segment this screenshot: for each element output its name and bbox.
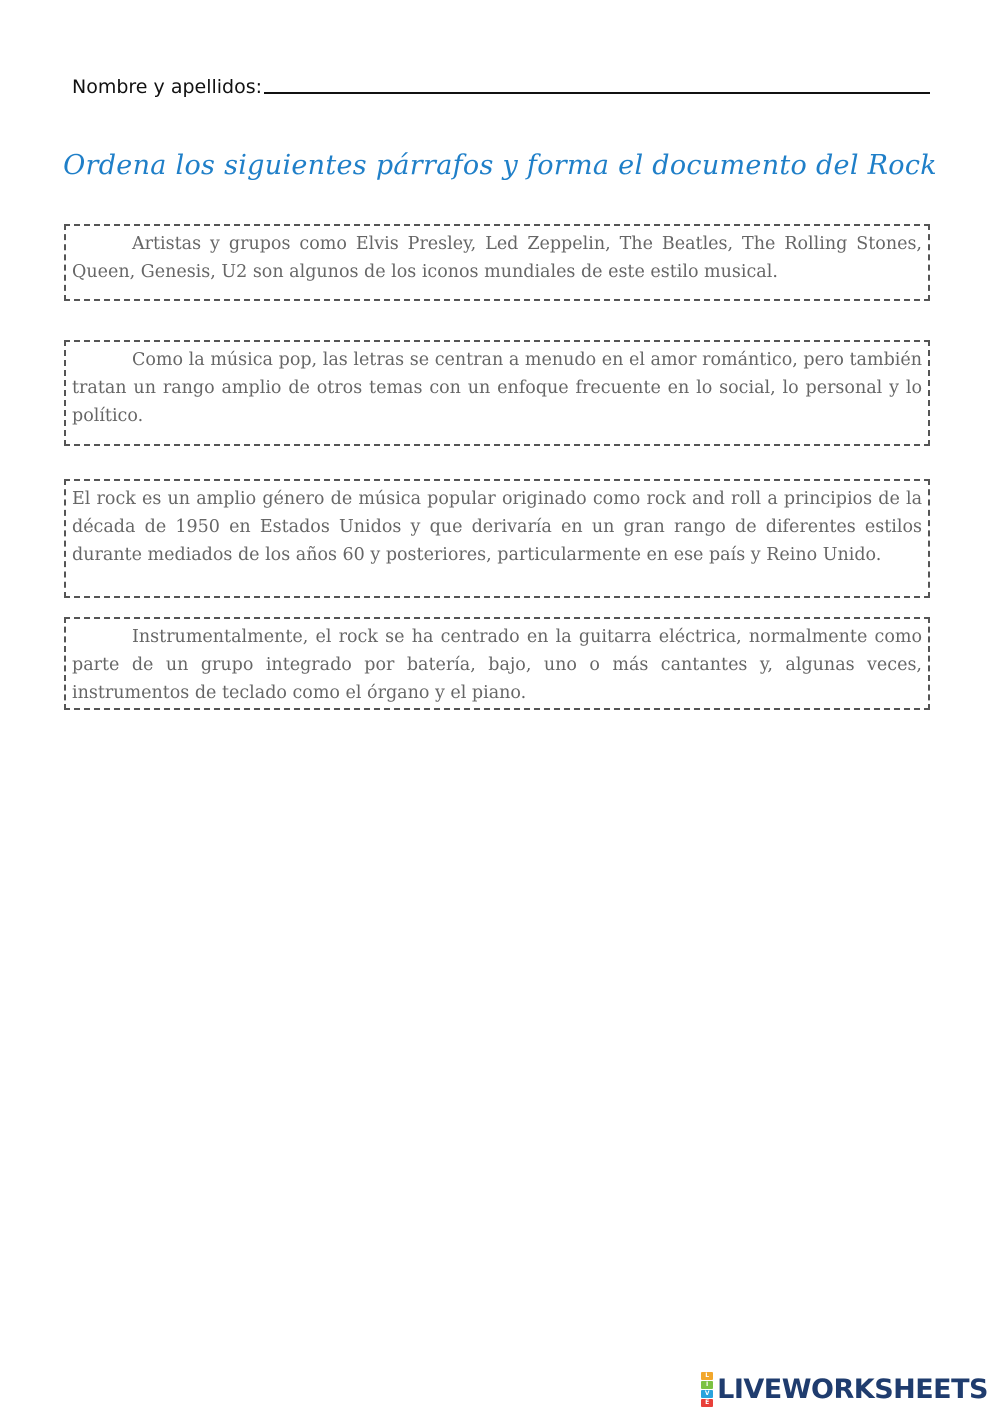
paragraph-card-2[interactable]	[64, 340, 930, 446]
logo-mark-icon	[701, 1372, 713, 1407]
logo-text: LIVEWORKSHEETS	[717, 1373, 988, 1405]
paragraph-card-3[interactable]	[64, 479, 930, 598]
logo-mark-letter: L	[701, 1372, 713, 1380]
name-row	[72, 70, 930, 98]
liveworksheets-logo	[701, 1371, 988, 1407]
page-title: Ordena los siguientes párrafos y forma el documento del Rock	[63, 150, 937, 181]
paragraph-text: Como la música pop, las letras se centran a menudo en el amor romántico, pero también tratan un rango amplio de otros temas con un enfoque frecuente en lo social, lo personal y lo político.	[72, 350, 922, 426]
paragraph-text: El rock es un amplio género de música popular originado como rock and roll a principios de la década de 1950 en Estados Unidos y que derivaría en un gran rango de diferentes estilos durante mediados de los años 60 y posteriores, particularmente en ese país y Reino Unido.	[72, 489, 922, 565]
paragraph-text: Artistas y grupos como Elvis Presley, Led Zeppelin, The Beatles, The Rolling Stones, Queen, Genesis, U2 son algunos de los iconos mundiales de este estilo musical.	[72, 234, 922, 282]
paragraph-card-4[interactable]	[64, 617, 930, 710]
logo-mark-letter: I	[701, 1381, 713, 1389]
logo-mark-letter: E	[701, 1399, 713, 1407]
name-input-line[interactable]	[264, 74, 930, 94]
logo-mark-letter: V	[701, 1390, 713, 1398]
paragraph-card-1[interactable]	[64, 224, 930, 301]
name-label: Nombre y apellidos:	[72, 76, 263, 98]
paragraph-text: Instrumentalmente, el rock se ha centrado en la guitarra eléctrica, normalmente como parte de un grupo integrado por batería, bajo, uno o más cantantes y, algunas veces, instrumentos de teclado como el órgano y el piano.	[72, 627, 922, 703]
